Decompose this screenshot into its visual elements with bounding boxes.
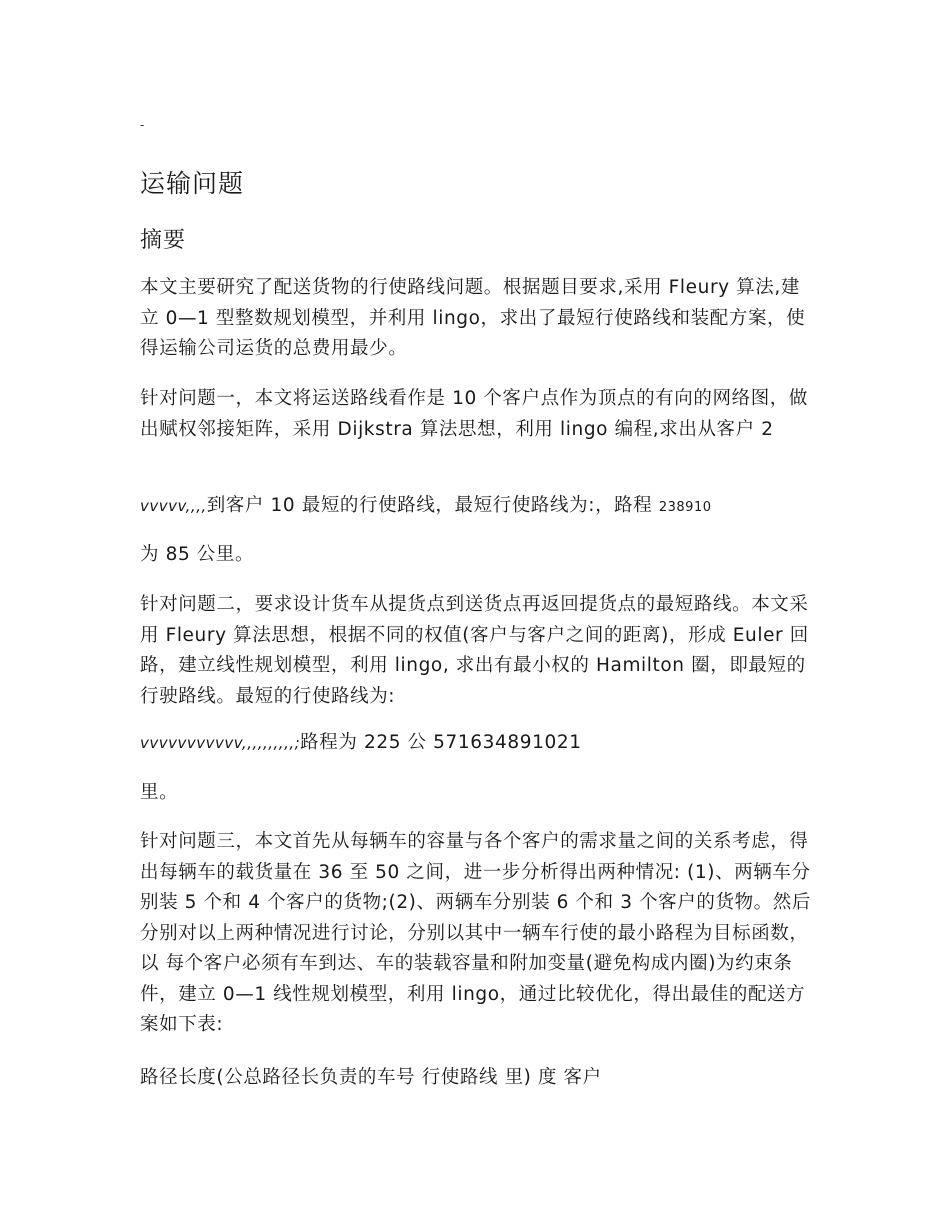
document-title: 运输问题 <box>140 169 245 198</box>
route-text: 到客户 10 最短的行使路线，最短行使路线为:，路程 <box>206 495 659 516</box>
route-text: 路程为 225 公 571634891021 <box>300 732 582 753</box>
route-vertex-marks: vvvvvvvvvvv,,,,,,,,,,; <box>140 734 301 752</box>
route-vertex-marks: vvvvv,,,, <box>140 497 207 515</box>
paragraph-problem1: 针对问题一，本文将运送路线看作是 10 个客户点作为顶点的有向的网络图，做出赋权邻接矩阵，采用 Dijkstra 算法思想，利用 lingo 编程,求出从客户 2 <box>140 388 809 440</box>
paragraph-problem3: 针对问题三，本文首先从每辆车的容量与各个客户的需求量之间的关系考虑，得出每辆车的载货量在 36 至 50 之间，进一步分析得出两种情况: (1)、两辆车分别装 5 个和 4 个客户的货物;(2)、两辆车分别装 6 个和 3 个客户的货物。然后分别对以上两种情况进行讨论，分别以其中一辆车行使的最小路程为目标函数，以 每个客户必须有车到达、车的装载容量和附加变量(避免构成内圈)为约束条件，建立 0—1 线性规划模型，利用 lingo，通过比较优化，得出最佳的配送方案如下表: <box>140 831 811 1035</box>
paragraph-problem2-unit: 里。 <box>140 782 179 803</box>
paragraph-problem2: 针对问题二，要求设计货车从提货点到送货点再返回提货点的最短路线。本文采用 Fleury 算法思想，根据不同的权值(客户与客户之间的距离)，形成 Euler 回路，建立线性规划模型，利用 lingo, 求出有最小权的 Hamilton 圈，即最短的行驶路线。最短的行使路线为: <box>140 594 809 707</box>
paragraph-intro: 本文主要研究了配送货物的行使路线问题。根据题目要求,采用 Fleury 算法,建立 0—1 型整数规划模型，并利用 lingo，求出了最短行使路线和装配方案，使得运输公司运货的总费用最少。 <box>140 277 806 359</box>
paragraph-problem1-route <box>140 491 815 524</box>
route-subscript-numbers: 238910 <box>658 500 712 515</box>
paragraph-problem1-distance: 为 85 公里。 <box>140 544 255 565</box>
abstract-heading: 摘要 <box>140 228 187 253</box>
paragraph-problem2-route <box>140 728 815 759</box>
header-dash-mark: - <box>140 118 145 132</box>
table-header-line: 路径长度(公总路径长负责的车号 行使路线 里) 度 客户 <box>140 1067 602 1088</box>
